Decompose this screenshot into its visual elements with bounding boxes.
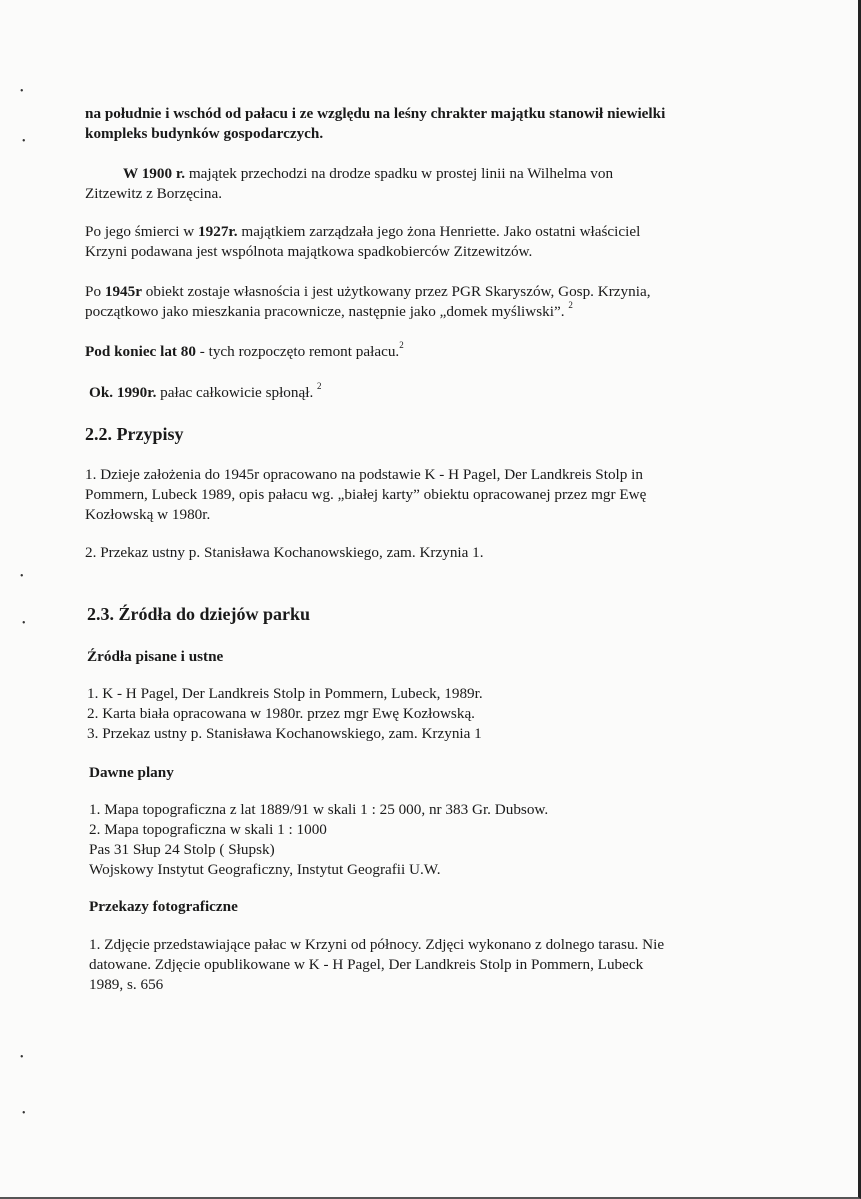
year-label: 1927r. [198,223,238,240]
list-item: 1. Mapa topograficzna z lat 1889/91 w skali 1 : 25 000, nr 383 Gr. Dubsow. [89,801,549,818]
margin-mark: • [22,618,26,629]
footnote-ref: 2 [568,299,573,310]
list-item: 2. Mapa topograficzna w skali 1 : 1000 [89,821,327,838]
footnote-ref: 2 [399,339,404,350]
paragraph-1900 [85,164,613,204]
section-heading-zrodla: 2.3. Źródła do dziejów parku [87,604,311,624]
text-fragment: Ok. 1990r. [89,384,157,401]
footnote-1 [85,465,646,525]
text-fragment: pałac całkowicie spłonął. [156,384,318,401]
text-line: 2. Przekaz ustny p. Stanisława Kochanowskiego, zam. Krzynia 1. [85,544,484,561]
list-item: 3. Przekaz ustny p. Stanisława Kochanowskiego, zam. Krzynia 1 [87,725,482,742]
text-line: 1. Zdjęcie przedstawiające pałac w Krzyni od północy. Zdjęci wykonano z dolnego tarasu. Nie [89,936,665,953]
text-line: Zitzewitz z Borzęcina. [85,185,223,202]
margin-mark: • [22,136,26,147]
margin-mark: • [20,571,24,582]
list-item: Pas 31 Słup 24 Stolp ( Słupsk) [89,841,275,858]
text-line: Pommern, Lubeck 1989, opis pałacu wg. „białej karty” obiektu opracowanej przez mgr Ewę [85,486,647,503]
text-fragment: - tych rozpoczęto remont pałacu. [195,343,400,360]
footnote-2 [85,543,484,563]
list-item: 2. Karta biała opracowana w 1980r. przez mgr Ewę Kozłowską. [87,705,475,722]
paragraph-1927 [85,222,640,262]
list-plany [89,800,548,880]
text-line: datowane. Zdjęcie opublikowane w K - H Pagel, Der Landkreis Stolp in Pommern, Lubeck [89,956,644,973]
margin-mark: • [20,86,24,97]
year-label: W 1900 r. [123,165,186,182]
paragraph-late-80s [85,339,404,362]
subheading-plany: Dawne plany [89,764,174,781]
text-fragment: majątek przechodzi na drodze spadku w prostej linii na Wilhelma von [185,165,614,182]
section-heading-przypisy: 2.2. Przypisy [85,424,184,444]
paragraph-1945 [85,282,651,322]
subheading-pisane: Źródła pisane i ustne [87,648,224,665]
subheading-foto: Przekazy fotograficzne [89,898,238,915]
text-fragment: obiekt zostaje własnościa i jest użytkowany przez PGR Skaryszów, Gosp. Krzynia, [141,283,651,300]
margin-mark: • [22,1108,26,1119]
text-line: 1989, s. 656 [89,976,164,993]
paragraph-1990 [89,380,322,403]
text-line: Kozłowską w 1980r. [85,506,211,523]
text-line: Krzyni podawana jest wspólnota majątkowa spadkobierców Zitzewitzów. [85,243,533,260]
text-fragment: majątkiem zarządzała jego żona Henriette. Jako ostatni właściciel [237,223,641,240]
paragraph-estate-description [85,104,665,144]
text-fragment: początkowo jako mieszkania pracownicze, następnie jako „domek myśliwski”. [85,303,569,320]
list-item: 1. K - H Pagel, Der Landkreis Stolp in Pommern, Lubeck, 1989r. [87,685,483,702]
footnote-ref: 2 [317,380,322,391]
list-foto [89,935,664,995]
text-fragment: Pod koniec lat 80 [85,343,196,360]
text-fragment: Po [85,283,105,300]
margin-mark: • [20,1052,24,1063]
year-label: 1945r [104,283,142,300]
list-item: Wojskowy Instytut Geograficzny, Instytut Geografii U.W. [89,861,441,878]
text-fragment: Po jego śmierci w [85,223,199,240]
text-line: na południe i wschód od pałacu i ze względu na leśny chrakter majątku stanowił niewielki [85,105,666,122]
list-pisane [87,684,483,744]
text-line: kompleks budynków gospodarczych. [85,125,324,142]
text-line: 1. Dzieje założenia do 1945r opracowano na podstawie K - H Pagel, Der Landkreis Stolp in [85,466,643,483]
